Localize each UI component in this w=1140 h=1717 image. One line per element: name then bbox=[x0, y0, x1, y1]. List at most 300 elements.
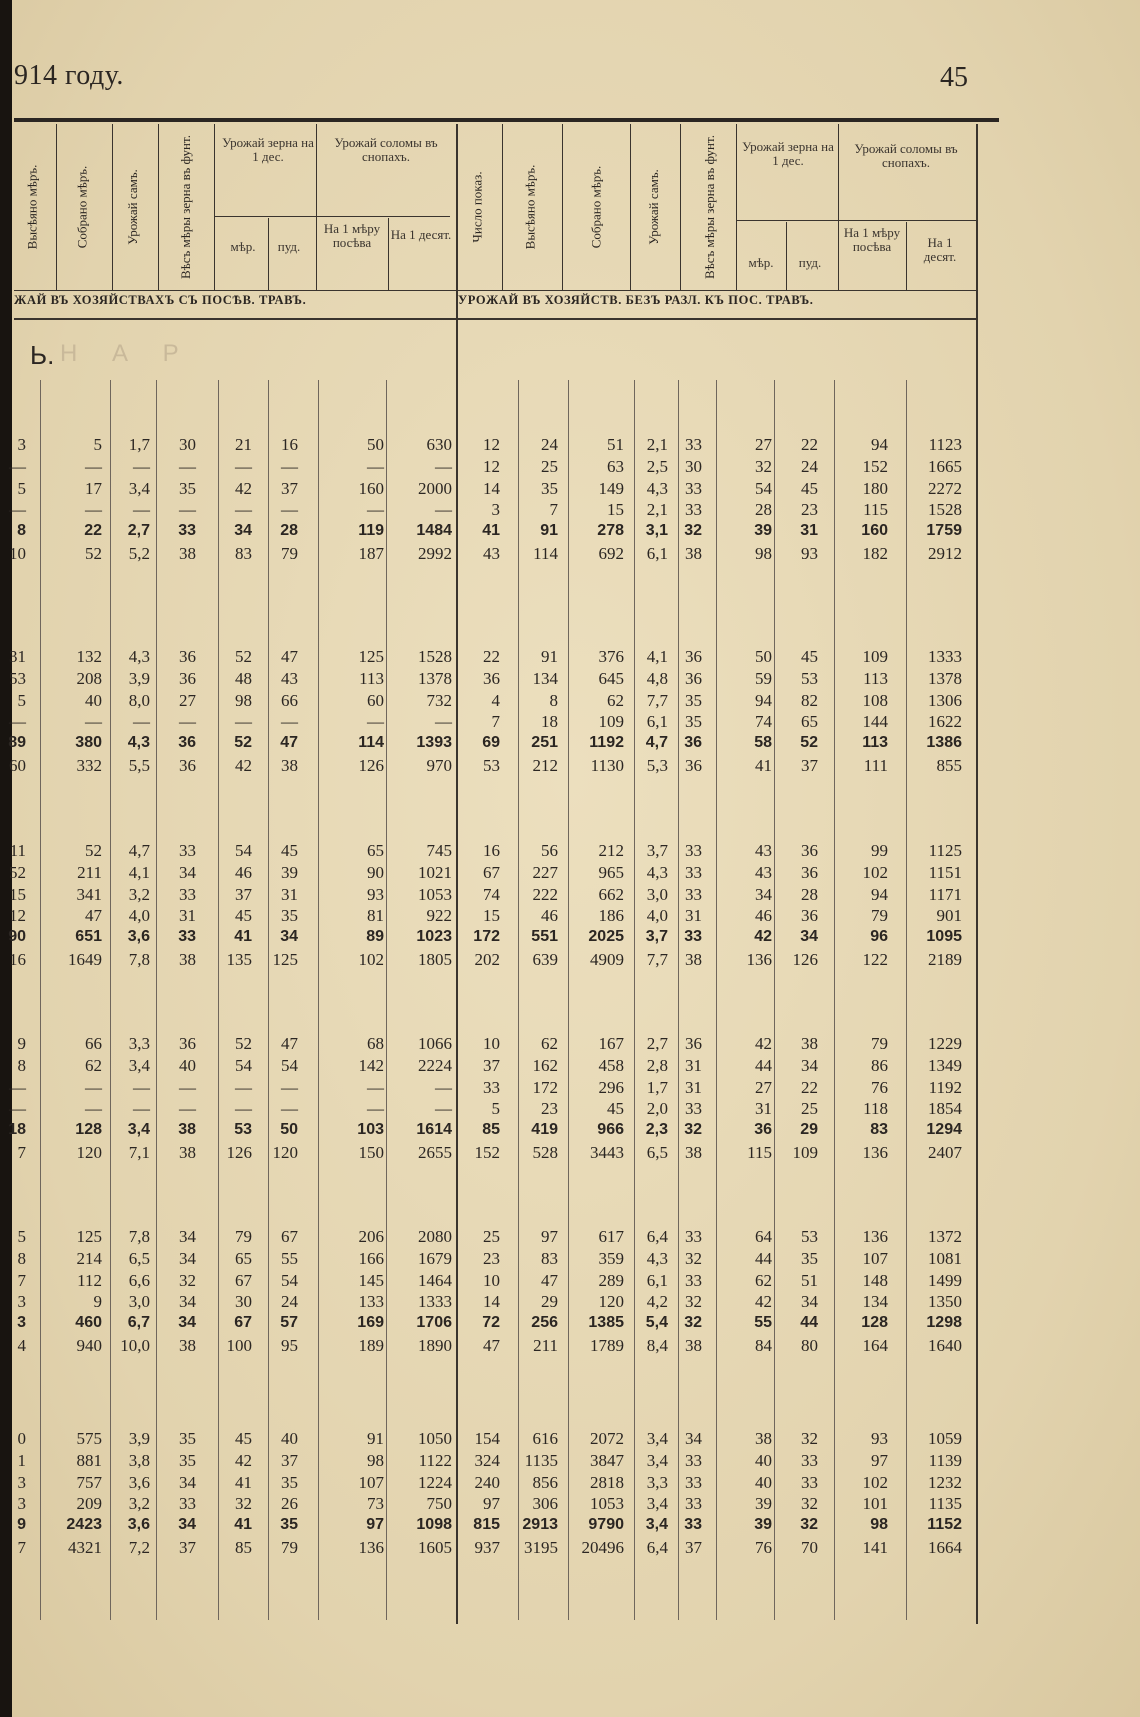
table-cell: 5,3 bbox=[646, 756, 668, 775]
table-cell: 1123 bbox=[928, 435, 962, 454]
table-cell: 289 bbox=[598, 1270, 624, 1290]
table-cell: 1081 bbox=[928, 1248, 962, 1268]
table-cell: 4,1 bbox=[128, 862, 150, 882]
table-cell: 37 bbox=[281, 1450, 298, 1470]
table-cell: 34 bbox=[801, 1055, 818, 1075]
table-cell: 662 bbox=[598, 884, 624, 904]
table-cell: 160 bbox=[861, 522, 888, 540]
table-cell: 940 bbox=[76, 1336, 102, 1355]
table-cell: 1349 bbox=[928, 1055, 962, 1075]
body-column-rule bbox=[386, 380, 387, 1620]
table-cell: 50 bbox=[367, 435, 384, 454]
cut-off-cell: 3 bbox=[17, 1472, 26, 1492]
table-cell: 2025 bbox=[588, 928, 624, 946]
table-cell: 91 bbox=[541, 647, 558, 666]
cut-off-cell: 8 bbox=[17, 1248, 26, 1268]
cut-off-cell: — bbox=[9, 1077, 26, 1097]
table-cell: 651 bbox=[75, 928, 102, 946]
table-cell: 42 bbox=[754, 928, 772, 946]
table-cell: 2423 bbox=[66, 1516, 102, 1534]
table-cell: 4,3 bbox=[646, 1248, 668, 1268]
table-cell: 34 bbox=[280, 928, 298, 946]
table-cell: 35 bbox=[281, 906, 298, 926]
table-cell: 38 bbox=[179, 1336, 196, 1355]
table-cell: 815 bbox=[473, 1516, 500, 1534]
table-cell: 36 bbox=[685, 647, 702, 666]
table-cell: 6,5 bbox=[128, 1248, 150, 1268]
table-cell: 37 bbox=[801, 756, 818, 775]
table-cell: 62 bbox=[85, 1055, 102, 1075]
table-cell: — bbox=[85, 500, 102, 520]
table-cell: 4,3 bbox=[127, 734, 150, 752]
table-cell: 38 bbox=[178, 1121, 196, 1139]
body-column-rule bbox=[834, 380, 835, 1620]
table-cell: 46 bbox=[541, 906, 558, 926]
table-cell: 134 bbox=[862, 1292, 888, 1312]
table-cell: 67 bbox=[235, 1270, 252, 1290]
body-column-rule bbox=[568, 380, 569, 1620]
table-cell: 2189 bbox=[928, 950, 962, 969]
table-cell: 639 bbox=[532, 950, 558, 969]
table-cell: 81 bbox=[367, 906, 384, 926]
table-cell: 4321 bbox=[68, 1538, 102, 1557]
table-cell: 83 bbox=[870, 1121, 888, 1139]
table-cell: 1622 bbox=[928, 712, 962, 732]
cut-off-cell: 52 bbox=[9, 862, 26, 882]
table-cell: 970 bbox=[426, 756, 452, 775]
table-cell: 31 bbox=[755, 1099, 772, 1119]
table-cell: 33 bbox=[179, 841, 196, 860]
table-cell: 41 bbox=[235, 1472, 252, 1492]
table-cell: 38 bbox=[179, 1143, 196, 1162]
table-cell: 115 bbox=[863, 500, 888, 520]
table-cell: 1372 bbox=[928, 1227, 962, 1246]
table-cell: 52 bbox=[235, 647, 252, 666]
table-cell: 1528 bbox=[418, 647, 452, 666]
table-cell: 40 bbox=[755, 1472, 772, 1492]
table-cell: 30 bbox=[235, 1292, 252, 1312]
table-cell: 31 bbox=[685, 906, 702, 926]
table-cell: 54 bbox=[281, 1270, 298, 1290]
table-cell: 76 bbox=[871, 1077, 888, 1097]
table-cell: 94 bbox=[871, 435, 888, 454]
table-cell: 1224 bbox=[418, 1472, 452, 1492]
table-cell: 1640 bbox=[928, 1336, 962, 1355]
header-vertical-text: Высѣяно мѣръ. bbox=[24, 164, 39, 249]
table-cell: 211 bbox=[77, 862, 102, 882]
table-cell: 3,6 bbox=[127, 928, 150, 946]
table-cell: 79 bbox=[871, 906, 888, 926]
header-vertical-label bbox=[58, 124, 106, 289]
table-cell: 43 bbox=[281, 668, 298, 688]
table-cell: 33 bbox=[685, 1472, 702, 1492]
table-cell: 40 bbox=[85, 690, 102, 710]
cut-off-cell: 3 bbox=[17, 1292, 26, 1312]
header-column-rule bbox=[906, 222, 907, 290]
table-cell: 15 bbox=[483, 906, 500, 926]
table-cell: 172 bbox=[473, 928, 500, 946]
table-cell: 732 bbox=[426, 690, 452, 710]
table-cell: 6,7 bbox=[127, 1314, 150, 1332]
body-column-rule bbox=[40, 380, 41, 1620]
table-cell: 240 bbox=[474, 1472, 500, 1492]
table-cell: 1139 bbox=[928, 1450, 962, 1470]
table-cell: 63 bbox=[607, 456, 624, 476]
table-cell: 85 bbox=[235, 1538, 252, 1557]
table-cell: 113 bbox=[359, 668, 384, 688]
cut-off-cell: 16 bbox=[9, 950, 26, 969]
table-cell: 922 bbox=[426, 906, 452, 926]
table-cell: 102 bbox=[862, 1472, 888, 1492]
cut-off-cell: 7 bbox=[17, 1143, 26, 1162]
table-cell: 54 bbox=[281, 1055, 298, 1075]
table-cell: 7,8 bbox=[128, 1227, 150, 1246]
table-cell: 34 bbox=[178, 1314, 196, 1332]
table-cell: 98 bbox=[755, 544, 772, 563]
table-cell: 1665 bbox=[928, 456, 962, 476]
header-column-rule bbox=[562, 124, 563, 290]
main-divider bbox=[456, 124, 458, 1624]
table-cell: 2,7 bbox=[127, 522, 150, 540]
table-cell: 42 bbox=[755, 1034, 772, 1053]
header-column-rule bbox=[502, 124, 503, 290]
table-cell: — bbox=[85, 1077, 102, 1097]
table-cell: 256 bbox=[531, 1314, 558, 1332]
header-straw-per-des: На 1 десят. bbox=[390, 227, 452, 242]
table-cell: 36 bbox=[685, 668, 702, 688]
table-cell: 45 bbox=[607, 1099, 624, 1119]
table-cell: 3,7 bbox=[645, 928, 668, 946]
table-cell: 51 bbox=[801, 1270, 818, 1290]
table-cell: 3,3 bbox=[646, 1472, 668, 1492]
table-cell: 14 bbox=[483, 1292, 500, 1312]
banner-left: ЖАЙ ВЪ ХОЗЯЙСТВАХЪ СЪ ПОСѢВ. ТРАВЪ. bbox=[14, 293, 307, 307]
table-cell: 34 bbox=[801, 1292, 818, 1312]
table-cell: 1706 bbox=[416, 1314, 452, 1332]
table-cell: 38 bbox=[685, 1143, 702, 1162]
table-cell: 20496 bbox=[581, 1538, 624, 1557]
table-cell: 45 bbox=[235, 1429, 252, 1448]
table-cell: 28 bbox=[755, 500, 772, 520]
table-cell: 47 bbox=[483, 1336, 500, 1355]
table-cell: — bbox=[367, 712, 384, 732]
table-cell: 51 bbox=[607, 435, 624, 454]
table-cell: — bbox=[281, 712, 298, 732]
header-vertical-text: Урожай самъ. bbox=[125, 168, 141, 245]
table-cell: 36 bbox=[801, 906, 818, 926]
table-cell: 3,0 bbox=[646, 884, 668, 904]
table-cell: 32 bbox=[684, 1121, 702, 1139]
table-cell: 35 bbox=[179, 1429, 196, 1448]
table-cell: 53 bbox=[801, 1227, 818, 1246]
table-cell: 32 bbox=[179, 1270, 196, 1290]
table-cell: — bbox=[85, 456, 102, 476]
table-cell: 1130 bbox=[590, 756, 624, 775]
table-cell: 2,7 bbox=[646, 1034, 668, 1053]
table-cell: 79 bbox=[281, 544, 298, 563]
table-cell: 1122 bbox=[418, 1450, 452, 1470]
table-cell: 3,3 bbox=[128, 1034, 150, 1053]
table-cell: 8 bbox=[549, 690, 558, 710]
table-cell: 227 bbox=[532, 862, 558, 882]
table-cell: 35 bbox=[541, 478, 558, 498]
table-cell: 45 bbox=[235, 906, 252, 926]
table-cell: 152 bbox=[474, 1143, 500, 1162]
table-cell: 1333 bbox=[418, 1292, 452, 1312]
table-cell: 109 bbox=[792, 1143, 818, 1162]
table-cell: 34 bbox=[685, 1429, 702, 1448]
table-cell: 125 bbox=[272, 950, 298, 969]
table-cell: 53 bbox=[801, 668, 818, 688]
table-cell: 551 bbox=[531, 928, 558, 946]
table-cell: 3,1 bbox=[645, 522, 668, 540]
cut-off-cell: — bbox=[9, 1099, 26, 1119]
table-cell: 9 bbox=[93, 1292, 102, 1312]
cut-off-cell: — bbox=[9, 500, 26, 520]
table-cell: 120 bbox=[272, 1143, 298, 1162]
table-cell: 41 bbox=[234, 1516, 252, 1534]
table-cell: 66 bbox=[85, 1034, 102, 1053]
table-cell: 39 bbox=[754, 1516, 772, 1534]
table-cell: 1125 bbox=[928, 841, 962, 860]
table-cell: 186 bbox=[598, 906, 624, 926]
table-cell: 1789 bbox=[590, 1336, 624, 1355]
table-cell: 90 bbox=[367, 862, 384, 882]
cut-off-cell: 0 bbox=[17, 1429, 26, 1448]
table-cell: — bbox=[281, 1077, 298, 1097]
cut-off-cell: 11 bbox=[9, 841, 26, 860]
table-cell: 32 bbox=[685, 1248, 702, 1268]
cut-off-cell: — bbox=[9, 456, 26, 476]
table-cell: 937 bbox=[474, 1538, 500, 1557]
table-cell: 38 bbox=[755, 1429, 772, 1448]
table-cell: 1378 bbox=[418, 668, 452, 688]
table-cell: 630 bbox=[426, 435, 452, 454]
table-cell: 169 bbox=[357, 1314, 384, 1332]
table-cell: 42 bbox=[755, 1292, 772, 1312]
table-cell: 40 bbox=[179, 1055, 196, 1075]
table-cell: 1306 bbox=[928, 690, 962, 710]
table-cell: 4,8 bbox=[646, 668, 668, 688]
table-cell: 83 bbox=[541, 1248, 558, 1268]
table-cell: 118 bbox=[863, 1099, 888, 1119]
table-cell: 1229 bbox=[928, 1034, 962, 1053]
header-vertical-text: Высѣяно мѣръ. bbox=[522, 164, 537, 249]
table-cell: — bbox=[435, 500, 452, 520]
table-cell: 1484 bbox=[416, 522, 452, 540]
cut-off-cell: 7 bbox=[17, 1270, 26, 1290]
table-cell: 881 bbox=[76, 1450, 102, 1470]
table-cell: 38 bbox=[281, 756, 298, 775]
table-cell: 40 bbox=[281, 1429, 298, 1448]
table-cell: 2,0 bbox=[646, 1099, 668, 1119]
cut-off-cell: 5 bbox=[17, 478, 26, 498]
table-cell: 98 bbox=[367, 1450, 384, 1470]
table-cell: 2912 bbox=[928, 544, 962, 563]
table-cell: 5,2 bbox=[128, 544, 150, 563]
table-cell: 32 bbox=[800, 1516, 818, 1534]
table-cell: 46 bbox=[235, 862, 252, 882]
table-cell: 56 bbox=[541, 841, 558, 860]
table-cell: 59 bbox=[755, 668, 772, 688]
table-cell: 2992 bbox=[418, 544, 452, 563]
table-cell: 60 bbox=[367, 690, 384, 710]
banner-bottom-rule bbox=[14, 318, 976, 320]
table-cell: 34 bbox=[179, 1227, 196, 1246]
table-cell: 745 bbox=[426, 841, 452, 860]
header-vertical-label bbox=[634, 124, 674, 289]
table-cell: 23 bbox=[541, 1099, 558, 1119]
cut-off-cell: 53 bbox=[9, 668, 26, 688]
table-cell: 132 bbox=[76, 647, 102, 666]
table-cell: 47 bbox=[85, 906, 102, 926]
table-cell: 1649 bbox=[68, 950, 102, 969]
table-cell: 1393 bbox=[416, 734, 452, 752]
table-cell: 9790 bbox=[588, 1516, 624, 1534]
table-cell: 152 bbox=[862, 456, 888, 476]
table-cell: 33 bbox=[685, 435, 702, 454]
table-cell: 48 bbox=[235, 668, 252, 688]
body-column-rule bbox=[156, 380, 157, 1620]
table-cell: 2655 bbox=[418, 1143, 452, 1162]
table-cell: 4,7 bbox=[128, 841, 150, 860]
header-grain-pud: пуд. bbox=[277, 239, 301, 254]
cut-off-cell: 3 bbox=[17, 1494, 26, 1514]
table-cell: 72 bbox=[482, 1314, 500, 1332]
table-cell: 47 bbox=[281, 1034, 298, 1053]
table-cell: 1098 bbox=[416, 1516, 452, 1534]
table-cell: 125 bbox=[76, 1227, 102, 1246]
table-cell: 113 bbox=[862, 734, 888, 752]
table-cell: 1528 bbox=[928, 500, 962, 520]
body-column-rule bbox=[634, 380, 635, 1620]
header-column-rule bbox=[158, 124, 159, 290]
cut-off-cell: 60 bbox=[9, 756, 26, 775]
table-cell: 10,0 bbox=[120, 1336, 150, 1355]
table-cell: 4,3 bbox=[646, 862, 668, 882]
table-cell: 74 bbox=[755, 712, 772, 732]
header-grain-mer: мѣр. bbox=[230, 239, 256, 254]
table-cell: — bbox=[281, 1099, 298, 1119]
table-cell: 2,8 bbox=[646, 1055, 668, 1075]
table-cell: 103 bbox=[357, 1121, 384, 1139]
table-cell: 2818 bbox=[590, 1472, 624, 1492]
table-cell: 166 bbox=[358, 1248, 384, 1268]
table-cell: 43 bbox=[755, 841, 772, 860]
header-column-rule bbox=[268, 218, 269, 290]
table-cell: 109 bbox=[862, 647, 888, 666]
table-cell: 102 bbox=[358, 950, 384, 969]
header-column-rule bbox=[388, 218, 389, 290]
table-cell: 692 bbox=[598, 544, 624, 563]
table-cell: 4,7 bbox=[645, 734, 668, 752]
table-cell: 8,4 bbox=[646, 1336, 668, 1355]
table-cell: 47 bbox=[541, 1270, 558, 1290]
table-cell: 2,5 bbox=[646, 456, 668, 476]
table-cell: 4,3 bbox=[128, 647, 150, 666]
table-cell: 45 bbox=[801, 647, 818, 666]
body-column-rule bbox=[906, 380, 907, 1620]
table-cell: 65 bbox=[367, 841, 384, 860]
table-cell: 85 bbox=[482, 1121, 500, 1139]
table-cell: 1890 bbox=[418, 1336, 452, 1355]
table-cell: — bbox=[179, 456, 196, 476]
table-cell: 7 bbox=[549, 500, 558, 520]
table-cell: 82 bbox=[801, 690, 818, 710]
table-cell: 62 bbox=[541, 1034, 558, 1053]
table-cell: 31 bbox=[685, 1055, 702, 1075]
table-cell: 7,8 bbox=[128, 950, 150, 969]
table-cell: 23 bbox=[483, 1248, 500, 1268]
table-cell: 52 bbox=[235, 1034, 252, 1053]
header-grain-pud-right: пуд. bbox=[798, 255, 822, 270]
table-cell: 52 bbox=[85, 544, 102, 563]
header-column-rule bbox=[680, 124, 681, 290]
bleed-through-text: Н А Р bbox=[60, 340, 193, 367]
table-cell: 38 bbox=[179, 544, 196, 563]
table-cell: 855 bbox=[936, 756, 962, 775]
table-cell: 3,4 bbox=[646, 1450, 668, 1470]
table-cell: 2080 bbox=[418, 1227, 452, 1246]
table-cell: 4909 bbox=[590, 950, 624, 969]
table-cell: 206 bbox=[358, 1227, 384, 1246]
header-vertical-label bbox=[14, 124, 50, 289]
table-cell: 84 bbox=[755, 1336, 772, 1355]
table-cell: 8,0 bbox=[128, 690, 150, 710]
table-cell: 3,2 bbox=[128, 884, 150, 904]
table-cell: 189 bbox=[358, 1336, 384, 1355]
table-cell: 162 bbox=[532, 1055, 558, 1075]
header-straw-group-right: Урожай соломы въ снопахъ. bbox=[854, 141, 958, 170]
table-cell: 3,4 bbox=[646, 1494, 668, 1514]
header-vertical-label bbox=[682, 124, 738, 289]
table-cell: 212 bbox=[532, 756, 558, 775]
header-vertical-text: Собрано мѣръ. bbox=[588, 165, 603, 248]
table-cell: 182 bbox=[862, 544, 888, 563]
table-cell: 97 bbox=[366, 1516, 384, 1534]
table-cell: — bbox=[179, 1099, 196, 1119]
table-cell: 154 bbox=[474, 1429, 500, 1448]
table-cell: — bbox=[133, 1099, 150, 1119]
table-cell: 12 bbox=[483, 435, 500, 454]
table-cell: 1805 bbox=[418, 950, 452, 969]
table-cell: 109 bbox=[598, 712, 624, 732]
table-cell: — bbox=[235, 500, 252, 520]
table-cell: 3443 bbox=[590, 1143, 624, 1162]
table-cell: 1386 bbox=[926, 734, 962, 752]
table-cell: 30 bbox=[179, 435, 196, 454]
table-cell: 6,1 bbox=[646, 712, 668, 732]
table-cell: 35 bbox=[179, 478, 196, 498]
table-cell: 1294 bbox=[926, 1121, 962, 1139]
table-cell: 33 bbox=[685, 478, 702, 498]
table-cell: 5,4 bbox=[645, 1314, 668, 1332]
table-cell: 4,0 bbox=[646, 906, 668, 926]
table-cell: — bbox=[179, 500, 196, 520]
table-cell: 36 bbox=[754, 1121, 772, 1139]
table-cell: 2913 bbox=[522, 1516, 558, 1534]
table-cell: 34 bbox=[179, 1248, 196, 1268]
header-grain-group-right: Урожай зерна на 1 дес. bbox=[742, 139, 834, 168]
table-cell: 43 bbox=[755, 862, 772, 882]
table-cell: 94 bbox=[871, 884, 888, 904]
header-vertical-label bbox=[566, 124, 626, 289]
table-cell: 25 bbox=[483, 1227, 500, 1246]
table-cell: 33 bbox=[483, 1077, 500, 1097]
table-cell: 5 bbox=[491, 1099, 500, 1119]
table-cell: 136 bbox=[862, 1143, 888, 1162]
table-cell: — bbox=[281, 500, 298, 520]
